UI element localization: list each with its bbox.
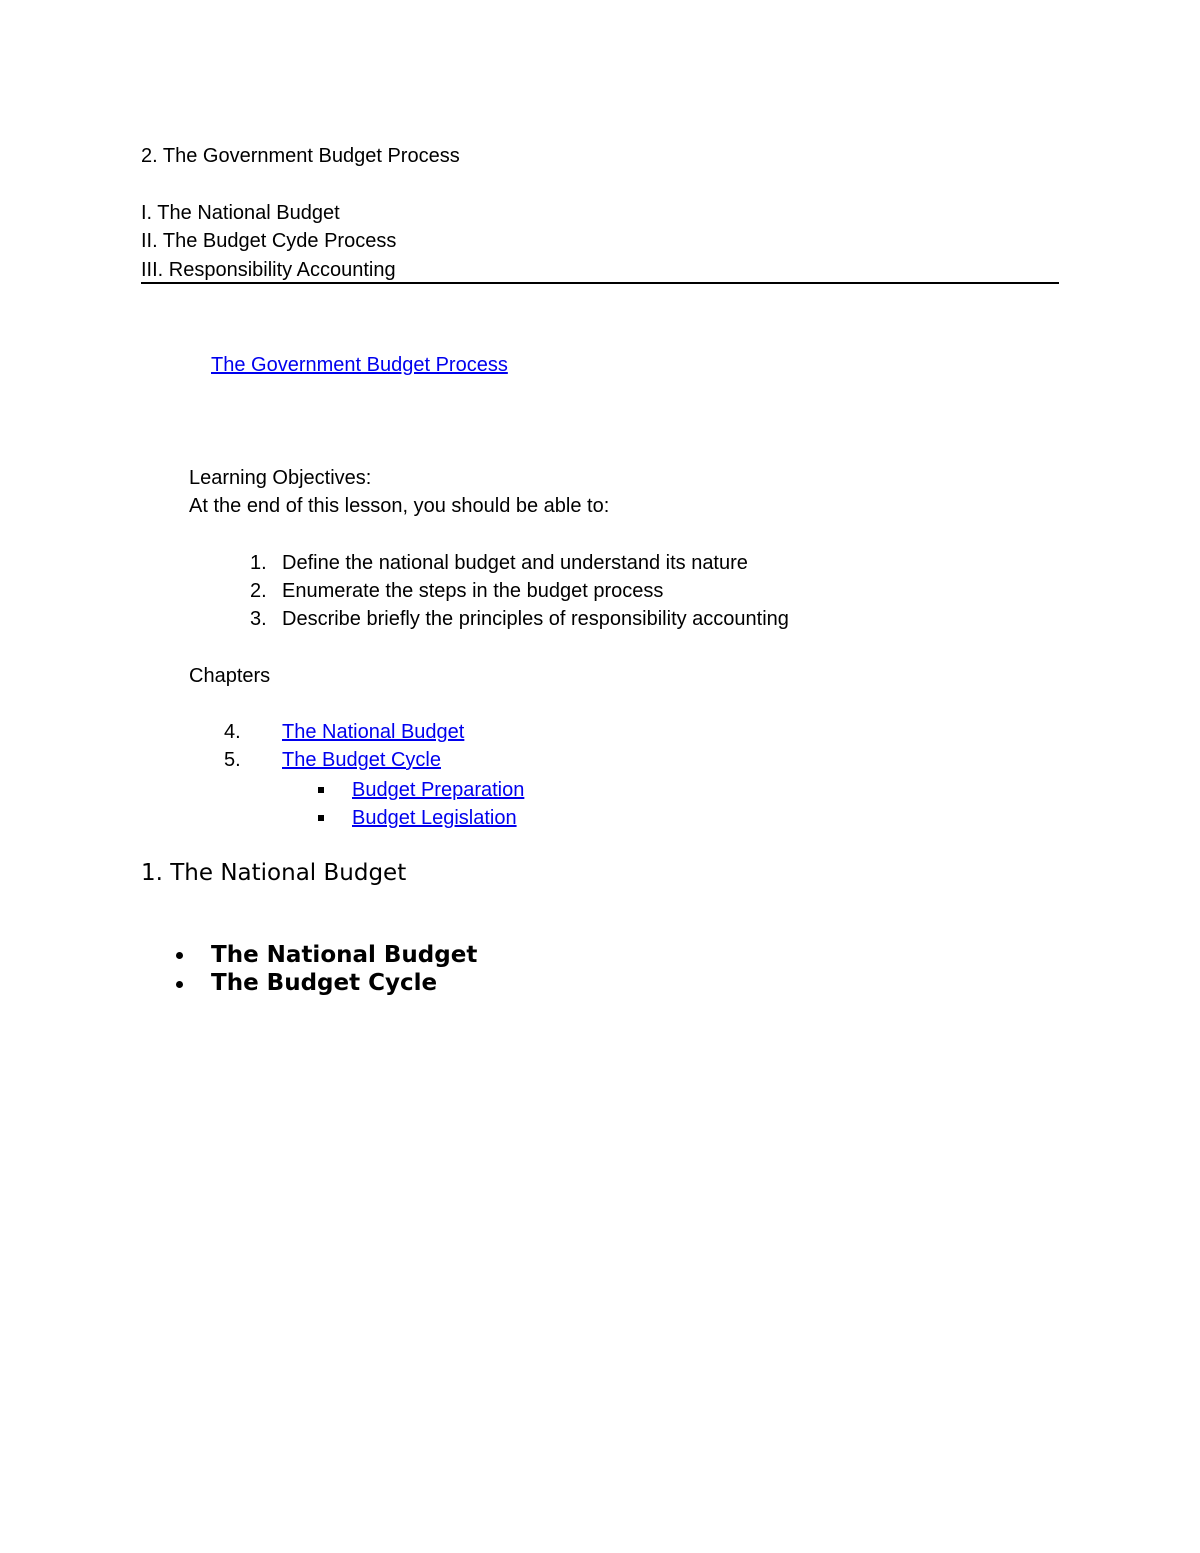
chapter-number: 5.	[224, 749, 241, 771]
outline-item: II. The Budget Cyde Process	[141, 230, 397, 252]
outline-item: I. The National Budget	[141, 202, 340, 224]
subchapter-link-budget-legislation[interactable]: Budget Legislation	[352, 807, 517, 829]
chapter-number: 4.	[224, 721, 241, 743]
chapter-link-budget-cycle[interactable]: The Budget Cycle	[282, 749, 441, 771]
objective-item: Enumerate the steps in the budget process	[282, 580, 664, 602]
square-bullet-icon	[318, 815, 324, 821]
objective-item: Describe briefly the principles of responsibility accounting	[282, 608, 789, 630]
objective-item: Define the national budget and understand its nature	[282, 552, 748, 574]
outline-item: III. Responsibility Accounting	[141, 259, 396, 281]
objectives-heading: Learning Objectives:	[189, 467, 372, 489]
objectives-intro: At the end of this lesson, you should be able to:	[189, 495, 610, 517]
chapters-heading: Chapters	[189, 665, 271, 687]
horizontal-rule	[141, 282, 1059, 284]
main-process-link[interactable]: The Government Budget Process	[211, 354, 508, 376]
objective-number: 1.	[250, 552, 267, 574]
bullet-icon	[176, 952, 183, 959]
objective-number: 3.	[250, 608, 267, 630]
objective-number: 2.	[250, 580, 267, 602]
chapter-link-national-budget[interactable]: The National Budget	[282, 721, 465, 743]
section-bullet-item: The National Budget	[211, 942, 478, 968]
section-bullet-item: The Budget Cycle	[211, 970, 438, 996]
bullet-icon	[176, 981, 183, 988]
document-title: 2. The Government Budget Process	[141, 145, 460, 167]
subchapter-link-budget-preparation[interactable]: Budget Preparation	[352, 779, 525, 801]
section-heading: 1. The National Budget	[141, 860, 407, 886]
square-bullet-icon	[318, 787, 324, 793]
